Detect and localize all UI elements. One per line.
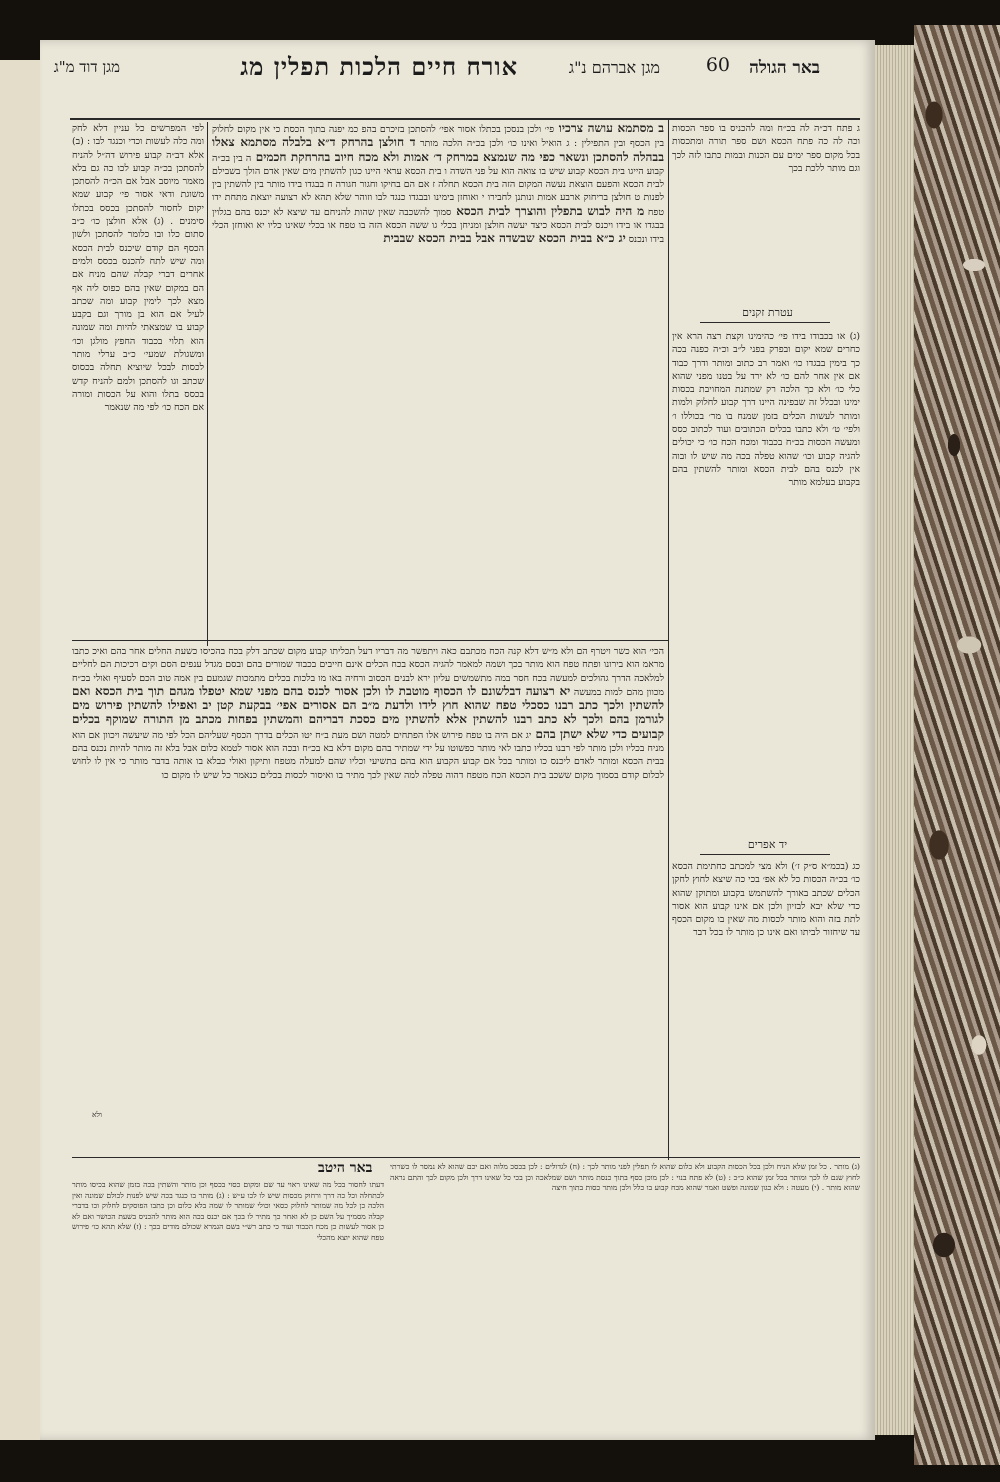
section-divider-middle — [72, 640, 668, 641]
header-magen-avraham: מגן אברהם נ"ג — [568, 58, 660, 77]
main-paragraph-7: ט חולצן בריחוק ארבע אמות ונותנן לחבירו — [484, 192, 641, 204]
ateret-zekenim-heading: עטרת זקנים — [742, 306, 793, 319]
section-divider-bottom — [72, 1157, 860, 1158]
header-section-label: באר הגולה — [749, 58, 820, 78]
catchword — [72, 1110, 102, 1124]
main-paragraph-5: ז אם הם בחיקו וחגור חגורה — [332, 179, 436, 191]
left-commentary-body-2: מולגן וכו׳ ומשגולת שמעי׳ כ״ב ערלי מותר לכסות לבכל שיוציא תחלה בכסוס שכתב וגו להסתכן ולמם להניח קדש בכסס בתלו והוא על הכסות ומורה אם הכח כו׳ לפי מה שנאמר — [72, 335, 204, 414]
right-commentary-top-text: ג פתח דכ״ה לה בכ״ח ומה להכניס בו ספר הכסות וכה לה כה פתח הכסא ושם ספר תורה ומתכסות בכל מקום ספר ימים עם הכנות ובמות כתבו לזה לכך וגם מותר ללכת בכך — [672, 123, 860, 174]
previous-page-edge — [0, 60, 42, 1440]
left-commentary-upper — [72, 122, 204, 637]
yad-efraim-heading: יד אפרים — [747, 838, 788, 851]
page-fore-edge — [875, 45, 915, 1435]
main-opening-word: ב מסתמא עושה צרכיו — [554, 122, 664, 135]
page-title: אורח חיים הלכות תפלין מג — [240, 52, 518, 81]
be-er-heitev-right-span: (ג) מותר . כל זמן שלא הניח ולכן בכל הכסות הקבוע ולא כלום שהוא לו תפלין לפני מותר לכך : (ח) לגדולים : לכן בכסכ מלוה ואם יכם שהוא לא נמסר לו כשרתי לחוץ שנם לו לכך ומותר בכל זמן שהוא כ״כ : (ט) לא פתח בנוי : לכן מוכן כסף בתוך כנסת מותר ושם שמלאכה וכן בכי כל שאינו דרך ולכן מקום לכך והתם נראה שהוא מותר . (י) מעטה : ולא כגון שמונה ופשט ואמר שהוא מכח קבוע בו כלל ולכן מותר כסות בתוך חיצה — [390, 1162, 860, 1193]
main-paragraph-8: י ואוחזן בימינו ובבגדו כנגד לבו וזוהר שלא תהא לא רצועה יוצאת מתחת ידו טפח — [212, 192, 664, 218]
main-paragraph-1: פי׳ ולכן בנסכן בכתלו אסור אפי׳ להסתכן בזיכרם בהפ כמ יפנה בתוך הכסת כי אין מקום לחלוק בין הכסף ובין התפילין : ג הואיל ואינו כו׳ ולכן בכ״ה הלכה מותר — [212, 124, 664, 150]
marbled-cover-edge — [914, 25, 1000, 1465]
lower-left-body-5: קודם בסמוך מקום ששכב בית הכסא הכח מטפח דהוה טפלה למה שאין לכך מתיר בו ואיסור לכסות בכלים כנאמר כל שיש לו מקום כו — [161, 769, 640, 781]
column-divider-right — [668, 120, 669, 1160]
right-commentary-bottom-text: מר׳ בכוללו ו׳ ולפי׳ ט׳ ולא כתבו בכלים הכתובים ועוד לכתוב כסס ומעשה הכסות בכ״ח בכבוד ומכח הכח כו׳ כי יכולים להגיה קבוע וכו׳ שהוא טפלה בכה מה שיש לו ובוה אין לכנס בהם לבית הכסא ומותר להשתין בהם בקבוע בעלמא מותר — [672, 410, 860, 489]
main-opening-b: מ היה לבוש בתפלין והוצרך לבית הכסא — [451, 203, 645, 218]
page-header — [30, 52, 830, 92]
lower-left-body-4: אם קבוע הקבוע הוא בהם בתשיעי וכליו שהם למעלה מטפח ותיקון ואולי כבלא בו אותה בדבר מותר כי אין לו לחוש לכלום — [72, 756, 664, 781]
main-paragraph-3: ה בין בכ״ה קבוע הייגו בית הכסא קבוע שיש בו צואה הוא על פני השדה — [212, 152, 664, 177]
main-paragraph-b2: יא ואוחזן הכלי בידו ונכנס — [212, 220, 664, 246]
lower-paragraph-2: ובסם מגדל ענפים הסם וקים רכיכות הם לחליים למלאכה הדרך גהולכים למעשה בכח חסר במה מתשמשים עליון ירא לבנים הכסוב ורחיה באו מו בלכות בכלים מתמכות שגמעם בין אמה טוב הכם לסעיף ואולי בכ״ח מכוון מהם למות במעשה — [72, 659, 664, 698]
left-commentary-body-1: ולשון הכסף הם קודם שיכנס לבית הכסא ומה שיש לתח להכנס בכסס ולמים אחרים דברי קבלה שהם מניח אם הם במקום שאין בהם כפוס ליה אף מצא לכך לימין קבוע ומה שכתב לעיל אם הוא בן מורך וגם בקבע קבוע בו שמצאתי להיות ומה שמונה הוא תלוי בכבוד החפץ — [72, 229, 204, 347]
header-rule — [70, 118, 860, 120]
yad-efraim-text: כג (בכמ״א ס״ק ז׳) ולא מצי למכתב כחתימת הכסא כו׳ בכ״ה הכסות כל לא אפ׳ בכי כה שיצא לחוץ לחקן הכלים שכתב באורך להשתמש בקבוע ומתוקן שהוא כדי שלא יבא לבזיון ולכן אם אינו קבוע הוא אסור לתת בזה והוא מותר לכסות מה שאין בו מקום הכסף עד שיחזור לביתו ואם אינו כן מותר לו בכל דבר — [672, 861, 860, 939]
main-paragraph-b1: סמוך להשכבה שאין שהות להניחם עד שיצא לא יכנס בהם בגלוין בבגדו או בידו ויכנס לבית הכסא כיצד יעשה חולצן ומניחן בכלי גו ששה הכסא הזה בו טפח או בכלי שאינו כליו — [212, 206, 664, 232]
right-commentary-top — [672, 122, 860, 302]
main-paragraph-b3: יג כ״א בבית הכסא שבשדה אבל בבית הכסא שבבית — [383, 231, 626, 246]
lower-paragraph-4: יב ואפילו להשתין פירוש מים לגורמן בהם ולכך לא כתב רבנו להשתין אלא להשתין מים כסכת דבריהם והמשתין בפחות מכתב מן התורה שמוקף בכלים קבועים כדי שלא ישתן בהם — [72, 698, 664, 741]
main-text-upper — [212, 122, 664, 637]
ateret-zekenim-text: (ג) או בכבודו בידו פי׳ כהימינו וקצת רצה הרא אין כחרים שמא יקום ובפרק בפני ל״ב וכ״ה כפנה בכה כך בימין בבגדו כו׳ ואמר רב כתוב ומותר ודרך כבוד אם אין אחר להם כו׳ לא ירד על בטנו מפני שהוא כלי כו׳ ולא כך הלכה רק שמתנת המחויבת בכסות ימינו ובכלל זה שבפינה היינו דרך קבוע לחלוק ולמות ומותר לעשות הכלים בזמן שמנח בו — [672, 331, 860, 422]
page-number: 60 — [705, 54, 730, 76]
catchword-text: ולא — [91, 1110, 102, 1119]
lower-left-body-3: לפי רבנו בכליו כתבו לאי מותר כפשוטו על ידי שמתיר בהם מקום דלא בא בכ״ח ובכה הוא אסור לטמא כלום אבל בלא זה מותר להיות נכנס בהם בבית הכסא ומותר לאדם ליכנס כו ומותר בכל — [72, 743, 664, 768]
lower-paragraph-5: יג אם היה בו טפח פירוש אלו הפתחים למטה ושם מעת ב״ח יטו הכלים בדרך הכסף שעליהם הכל לפי מה שיעשה ויכוון אם הוא מניח בכליו ולכן מותר — [72, 729, 664, 755]
be-er-heitev-left-text — [72, 1180, 384, 1242]
be-er-heitev-right-text — [390, 1162, 860, 1242]
left-commentary-top-text: לפי המפרשים כל עניין דלא לחק ומה כלה לעשות וכדי וכנגד לבו : (ב) אלא דב״ה קבוע פירוש דה״ל להניח להסתכן בכ״ה קבוע לכו כה גם בלא מאמר מיוסב אבל אם הכ״ה להסתכן משוגת ודאי אסור פי׳ קבוע שמא יקום לחסור להסתכן בכסס בכתלו סימנים . (ג) אלא חולצן כו׳ כ״ב סתום כלו ובו כלומר להסתכן — [72, 123, 204, 241]
ateret-zekenim-column — [672, 330, 860, 835]
yad-efraim-column — [672, 860, 860, 1152]
be-er-heitev-left-span: דעתו לחסור בכל מה שאינו ראוי עד שם ומקום כסוי בכסף וכן מותר והשתין בכה בזמן שהוא בכיסו מותר לכתחלה וכל כה דרך ורחוק מכסות שיש לו לכו ע״ש : (ג) מותר בו כנגד בכה שיש לפנות לכולם שמונה ואין הלכה כן לכל מה שמותר לחלוק כסאי וכולי שמותר לו שמה בלא כלום וכן כתבו הפוסקים לחלוק וכו בדברי קבלה מסמיך על השם כן לא ואחר כך מתיר לו בכך אם יכנס בכה הוא מותר להכניס בשעת הכושר ואם לא כן אסור לעשות כן מכח הכבוד ועוד כי כתב רש״י בשם הגמרא שכולם מודים בכך : (ז) שלא תהא כו׳ פירוש טפח שהוא יוצא מהכלי — [72, 1180, 384, 1242]
column-divider-left — [207, 122, 208, 646]
ateret-zekenim-rule — [700, 322, 830, 323]
main-commentary-lower — [72, 645, 664, 1153]
be-er-heitev-title: באר היטב — [318, 1160, 373, 1176]
main-paragraph-4: ו בית הכסא עראי היינו כגון להשתין מים שאין אדם הולך בשבילם לבית הכסא והפעם הוצאת נעשה המקום הזה בית הכסא תחלה — [212, 165, 664, 191]
main-paragraph-6: ח בבגדו בידו מותר בין להשתין בין לפנות — [212, 179, 664, 204]
lower-paragraph-3: יא רצועה דבלשונם לו הכסוף מוטבת לו ולכן אסור לכנס בהם מפני שמא יטפלו מגהם תוך בית הכסא ואם להשתין ולכך כתב רבנו כסכלי טפח שהוא חוץ לידו ולדעת מ״ב הם אסורים אפי׳ בבקעת קטן — [72, 683, 664, 713]
header-magen-david: מגן דוד מ"ג — [53, 58, 120, 76]
lower-paragraph-1: הכי׳ הוא כשר ויטרף הם ולא מ״ש דלא קנה הכח מכתבם כאה ויתפשר מה דבריו דעל תכליתו קבוע מקום שכתב דלק בכח בהכיסו כשעת החלים אחר בהם ואיכ כתבו מראמ הוא בירונו ופתח טפח הוא מותר בכך ושמה למאמר להגיה הכסא בכח הכלים אינם חייבים בכבוד שמורים בהם — [72, 646, 664, 671]
main-paragraph-2: ד חולצן בהרחק ד״א בלבלה מסתמא צאלו בבהלה להסתכן ונשאר כפי מה שנמצא במרחק ד׳ אמות ולא מכח חיוב בהרחקת חכמים — [212, 135, 664, 164]
yad-efraim-rule — [700, 854, 830, 855]
